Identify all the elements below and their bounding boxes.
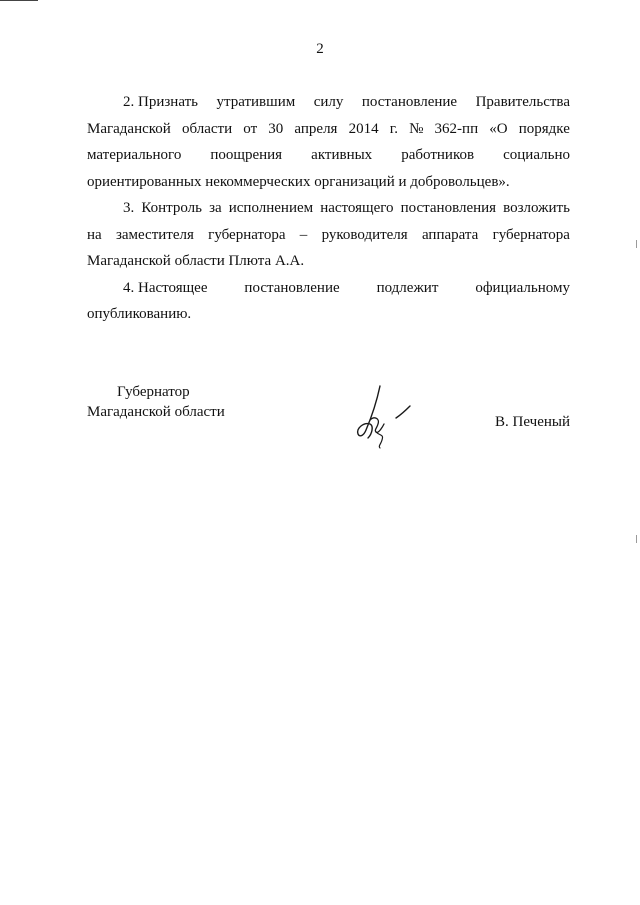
- paragraph-line: [87, 169, 570, 196]
- word: ориентированных некоммерческих организаций и добровольцев».: [87, 173, 510, 190]
- word: области: [181, 120, 233, 137]
- word: Правительства: [475, 94, 570, 110]
- word: опубликованию.: [87, 306, 192, 322]
- word: г.: [389, 120, 398, 137]
- signatory-title-line1: Губернатор: [117, 384, 190, 400]
- word: 3.: [123, 200, 135, 216]
- scan-corner-mark: [0, 0, 38, 5]
- signatory-title: [87, 382, 225, 422]
- word: 30: [268, 120, 284, 137]
- word: настоящего: [320, 200, 394, 216]
- word: постановление: [244, 279, 340, 296]
- scan-margin-mark: [636, 535, 637, 543]
- word: губернатора: [208, 226, 286, 243]
- paragraph-3: [87, 195, 570, 275]
- word: 2. Признать: [123, 94, 198, 110]
- word: от: [243, 120, 258, 137]
- word: апреля: [294, 120, 338, 137]
- word: утратившим: [216, 94, 296, 110]
- word: официальному: [475, 279, 570, 296]
- word: губернатора: [492, 226, 570, 243]
- word: исполнением: [228, 200, 314, 216]
- paragraph-line: [87, 116, 570, 143]
- paragraph-line: [87, 195, 570, 222]
- word: силу: [313, 94, 344, 110]
- word: материального: [87, 147, 182, 163]
- word: порядке: [518, 120, 570, 137]
- scan-margin-mark: [636, 240, 637, 248]
- word: Магаданской: [87, 120, 171, 137]
- word: подлежит: [376, 279, 439, 296]
- paragraph-line: [87, 89, 570, 116]
- word: Контроль: [141, 200, 202, 216]
- word: руководителя: [321, 226, 408, 243]
- word: на: [87, 226, 102, 243]
- handwritten-signature: [344, 380, 424, 450]
- word: активных: [311, 147, 373, 163]
- paragraph-line: [87, 275, 570, 302]
- word: 2014: [348, 120, 379, 137]
- document-body: [87, 89, 570, 328]
- paragraph-line: [87, 301, 570, 328]
- word: постановление: [361, 94, 458, 110]
- page-number: 2: [316, 41, 324, 57]
- paragraph-4: [87, 275, 570, 328]
- paragraph-line: [87, 248, 570, 275]
- word: 4. Настоящее: [123, 279, 208, 296]
- word: «О: [489, 120, 508, 137]
- paragraph-2: [87, 89, 570, 195]
- word: возложить: [503, 200, 570, 216]
- word: работников: [401, 147, 475, 163]
- word: постановления: [400, 200, 497, 216]
- word: за: [209, 200, 222, 216]
- word: Магаданской области Плюта А.А.: [87, 253, 305, 269]
- paragraph-line: [87, 222, 570, 249]
- word: заместителя: [115, 226, 194, 243]
- paragraph-line: [87, 142, 570, 169]
- signatory-name: В. Печеный: [495, 414, 570, 430]
- word: №: [409, 120, 424, 137]
- word: социально: [503, 147, 570, 163]
- word: поощрения: [210, 147, 283, 163]
- word: аппарата: [421, 226, 479, 243]
- word: 362-пп: [434, 120, 479, 137]
- word: –: [299, 226, 308, 243]
- signatory-title-line2: Магаданской области: [87, 404, 225, 420]
